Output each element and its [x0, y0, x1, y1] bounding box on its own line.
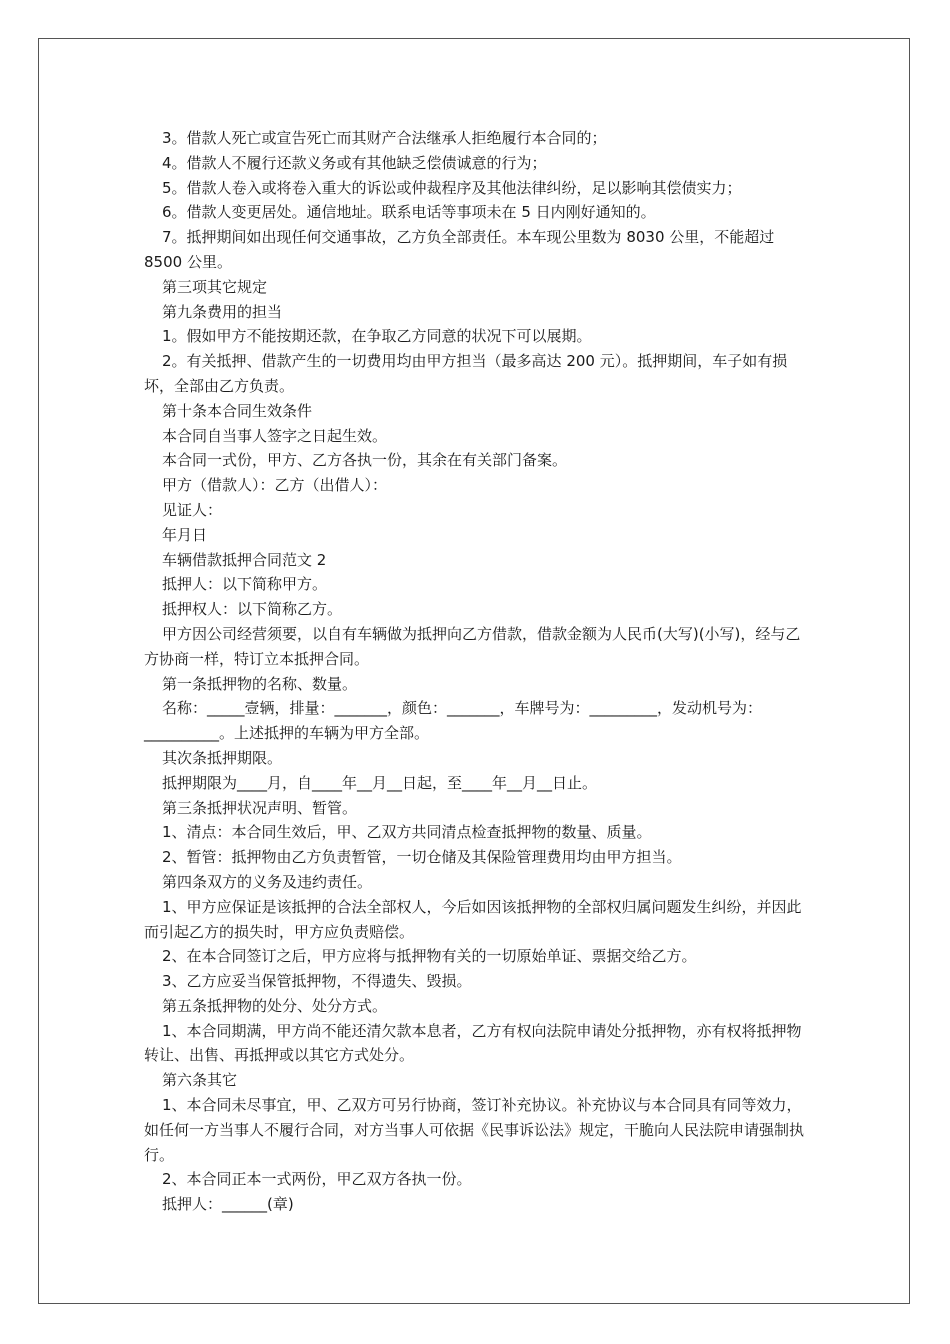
effective-clause: 本合同自当事人签字之日起生效。: [162, 426, 388, 445]
article-4-heading: 第四条双方的义务及违约责任。: [162, 872, 373, 891]
witness-line: 见证人：: [162, 500, 223, 519]
vehicle-details: 名称：_____壹辆，排量：_______，颜色：_______，车牌号为：_________，发动机号为：__________。上述抵押的车辆为甲方全部。: [144, 699, 763, 743]
document-body: [144, 126, 808, 1217]
article-3-item-1: 1、清点：本合同生效后，甲、乙双方共同清点检查抵押物的数量、质量。: [162, 823, 652, 842]
article-10-heading: 第十条本合同生效条件: [162, 401, 313, 420]
article-6-item-1: 1、本合同未尽事宜，甲、乙双方可另行协商，签订补充协议。补充协议与本合同具有同等效力，如任何一方当事人不履行合同，对方当事人可依据《民事诉讼法》规定，干脆向人民法院申请强制执行。: [144, 1096, 805, 1164]
article-6-item-2: 2、本合同正本一式两份，甲乙双方各执一份。: [162, 1170, 472, 1189]
article-9-item-2: 2。有关抵押、借款产生的一切费用均由甲方担当（最多高达 200 元）。抵押期间，车子如有损坏，全部由乙方负责。: [144, 352, 788, 395]
preamble: 甲方因公司经营须要，以自有车辆做为抵押向乙方借款，借款金额为人民币(大写)(小写)，经与乙方协商一样，特订立本抵押合同。: [144, 624, 801, 668]
article-2-heading: 其次条抵押期限。: [162, 748, 283, 767]
clause-3: 3。借款人死亡或宣告死亡而其财产合法继承人拒绝履行本合同的；: [162, 129, 607, 147]
article-6-heading: 第六条其它: [162, 1071, 238, 1090]
article-4-item-3: 3、乙方应妥当保管抵押物，不得遗失、毁损。: [162, 972, 472, 991]
clause-7: 7。抵押期间如出现任何交通事故，乙方负全部责任。本车现公里数为 8030 公里，不能超过 8500 公里。: [144, 228, 775, 271]
article-9-heading: 第九条费用的担当: [162, 302, 283, 321]
date-line: 年月日: [162, 525, 208, 544]
article-3-item-2: 2、暂管：抵押物由乙方负责暂管，一切仓储及其保险管理费用均由甲方担当。: [162, 848, 682, 867]
clause-6: 6。借款人变更居处。通信地址。联系电话等事项未在 5 日内刚好通知的。: [162, 203, 656, 222]
mortgagee-line: 抵押权人：以下简称乙方。: [162, 600, 343, 619]
article-1-heading: 第一条抵押物的名称、数量。: [162, 674, 358, 693]
article-9-item-1: 1。假如甲方不能按期还款，在争取乙方同意的状况下可以展期。: [162, 327, 592, 346]
parties-line: 甲方（借款人）：乙方（出借人）：: [162, 476, 388, 495]
clause-5: 5。借款人卷入或将卷入重大的诉讼或仲裁程序及其他法律纠纷，足以影响其偿债实力；: [162, 178, 742, 197]
article-5-item-1: 1、本合同期满，甲方尚不能还清欠款本息者，乙方有权向法院申请处分抵押物，亦有权将抵押物转让、出售、再抵押或以其它方式处分。: [144, 1021, 802, 1065]
sample-2-title: 车辆借款抵押合同范文 2: [162, 550, 327, 569]
copies-clause: 本合同一式份，甲方、乙方各执一份，其余在有关部门备案。: [162, 451, 568, 470]
mortgagor-line: 抵押人：以下简称甲方。: [162, 575, 328, 594]
term-line: 抵押期限为____月，自____年__月__日起，至____年__月__日止。: [162, 773, 598, 792]
clause-4: 4。借款人不履行还款义务或有其他缺乏偿债诚意的行为；: [162, 153, 547, 172]
section-heading: 第三项其它规定: [162, 277, 268, 296]
signature-line: 抵押人：______(章): [162, 1195, 294, 1214]
article-4-item-1: 1、甲方应保证是该抵押的合法全部权人，今后如因该抵押物的全部权归属问题发生纠纷，并因此而引起乙方的损失时，甲方应负责赔偿。: [144, 897, 802, 941]
article-5-heading: 第五条抵押物的处分、处分方式。: [162, 996, 388, 1015]
article-4-item-2: 2、在本合同签订之后，甲方应将与抵押物有关的一切原始单证、票据交给乙方。: [162, 947, 697, 966]
article-3-heading: 第三条抵押状况声明、暂管。: [162, 798, 358, 817]
